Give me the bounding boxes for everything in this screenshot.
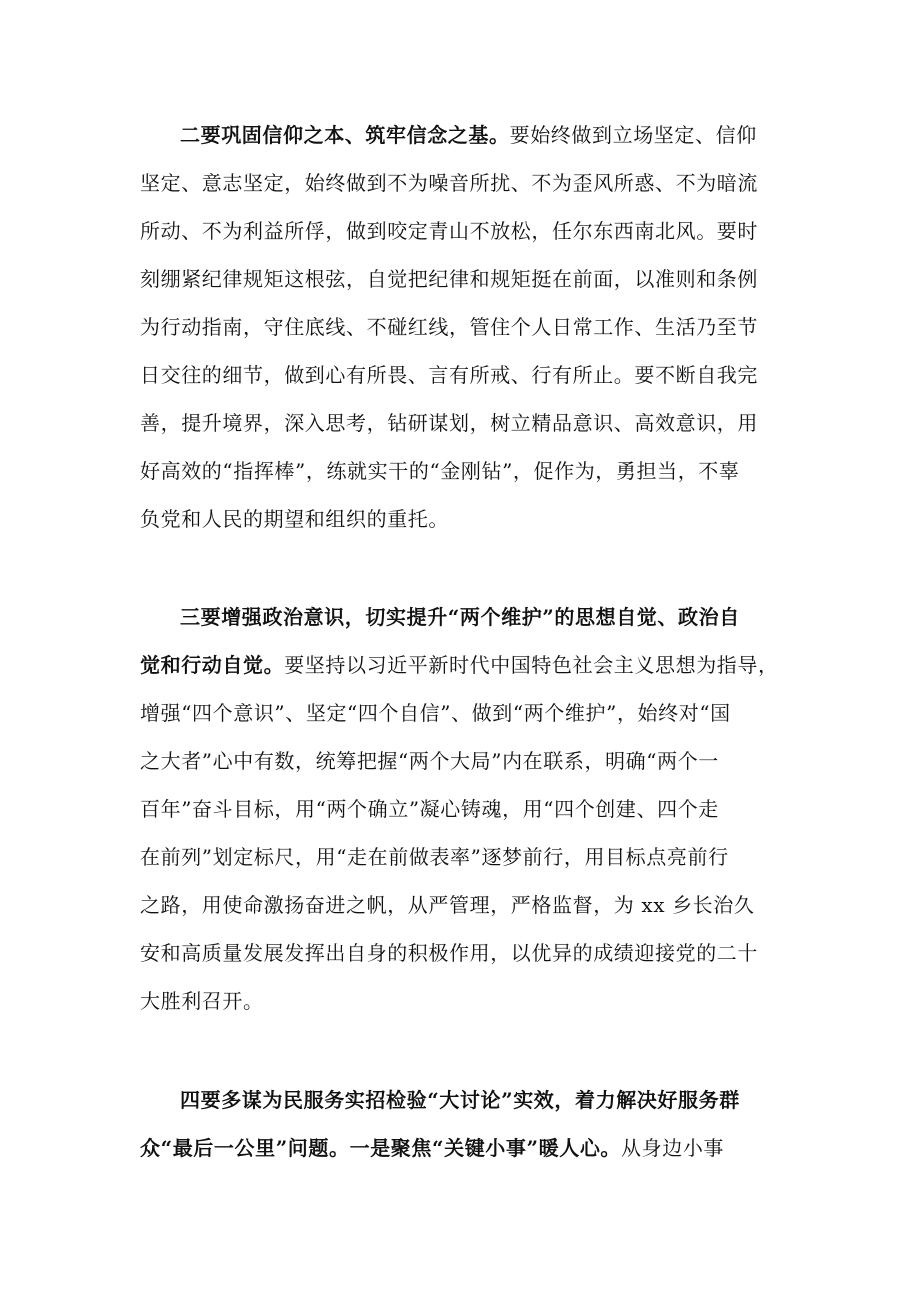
- paragraph-2-line-8: 安和高质量发展发挥出自身的积极作用，以优异的成绩迎接党的二十: [140, 941, 758, 965]
- paragraph-2-line-9: 大胜利召开。: [140, 989, 264, 1013]
- paragraph-3-heading-line-1: 四要多谋为民服务实招检验“大讨论”实效，着力解决好服务群: [180, 1088, 740, 1112]
- paragraph-1-line-8: 好高效的“指挥棒”，练就实干的“金刚钻”，促作为，勇担当，不辜: [140, 459, 740, 483]
- paragraph-3-line-2-text: 从身边小事: [621, 1136, 725, 1160]
- paragraph-1-line-7: 善，提升境界，深入思考，钻研谋划，树立精品意识、高效意识，用: [140, 411, 758, 435]
- paragraph-1-line-2: 坚定、意志坚定，始终做到不为噪音所扰、不为歪风所惑、不为暗流: [140, 171, 758, 195]
- paragraph-2-line-2: [140, 641, 788, 689]
- paragraph-1-line-4: 刻绷紧纪律规矩这根弦，自觉把纪律和规矩挺在前面，以准则和条例: [140, 267, 758, 291]
- paragraph-2-line-4: 之大者”心中有数，统筹把握“两个大局”内在联系，明确“两个一: [140, 749, 719, 773]
- paragraph-2-heading-line-1: 三要增强政治意识，切实提升“两个维护”的思想自觉、政治自: [180, 605, 740, 629]
- paragraph-1-line-6: 日交往的细节，做到心有所畏、言有所戒、行有所止。要不断自我完: [140, 363, 758, 387]
- paragraph-3: [140, 1076, 788, 1172]
- paragraph-3-line-2: [140, 1124, 788, 1172]
- paragraph-3-heading-end: 众“最后一公里”问题。一是聚焦“关键小事”暖人心。: [140, 1136, 622, 1160]
- paragraph-2-line-2-text: 要坚持以习近平新时代中国特色社会主义思想为指导，: [284, 653, 779, 677]
- paragraph-1-line-9: 负党和人民的期望和组织的重托。: [140, 507, 449, 531]
- paragraph-2-heading-end: 觉和行动自觉。: [140, 653, 285, 677]
- paragraph-2-line-5: 百年”奋斗目标，用“两个确立”凝心铸魂，用“四个创建、四个走: [140, 797, 719, 821]
- paragraph-2-line-3: 增强“四个意识”、坚定“四个自信”、做到“两个维护”，始终对“国: [140, 701, 731, 725]
- paragraph-2-line-7: 之路，用使命激扬奋进之帆，从严管理，严格监督，为 xx 乡长治久: [140, 893, 755, 917]
- paragraph-2-line-6: 在前列”划定标尺，用“走在前做表率”逐梦前行，用目标点亮前行: [140, 845, 729, 869]
- paragraph-2: [140, 593, 788, 1025]
- paragraph-1-line-5: 为行动指南，守住底线、不碰红线，管住个人日常工作、生活乃至节: [140, 315, 758, 339]
- paragraph-1-line-1-text: 要始终做到立场坚定、信仰: [509, 123, 757, 147]
- paragraph-1-line-3: 所动、不为利益所俘，做到咬定青山不放松，任尔东西南北风。要时: [140, 219, 758, 243]
- paragraph-1-heading: 二要巩固信仰之本、筑牢信念之基。: [180, 123, 510, 147]
- paragraph-1-line-1: [140, 111, 788, 159]
- paragraph-1: [140, 111, 788, 543]
